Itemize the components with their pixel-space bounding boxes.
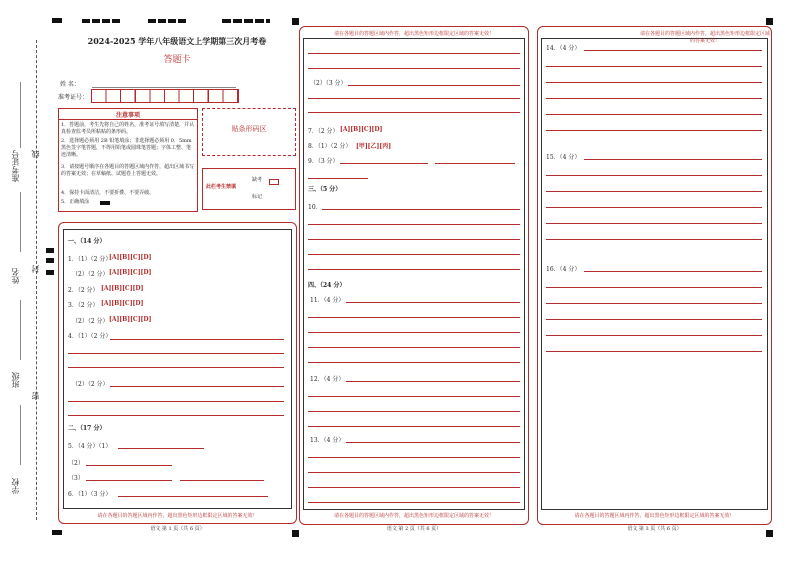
q5-1-label: 5．（4 分）（1）: [68, 443, 112, 450]
q15-line-5[interactable]: [546, 223, 762, 224]
q15-label: 15．（4 分）: [546, 154, 581, 161]
q6-line[interactable]: [118, 496, 268, 497]
q16-line-6[interactable]: [546, 351, 762, 352]
q13-line-4[interactable]: [308, 487, 520, 488]
col3-bottom-warning: 请在各题目的答题区域内作答，超出黑色矩形边框限定区域的答案无效！: [574, 513, 735, 519]
id-label: 准考证号：: [58, 94, 89, 101]
absent-note-2: 标记: [252, 194, 263, 200]
binding-dashed-line: [36, 40, 37, 520]
side-school-label: 学校: [11, 478, 20, 494]
q10-label: 10．: [308, 204, 322, 211]
q11-line-3[interactable]: [308, 332, 520, 333]
notice-item-2: 2．选择题必须用 2B 铅笔填涂；非选择题必须用 0．5mm 黑色签字笔答题，不得用铅笔或圆珠笔答题；字体工整、笔迹清晰。: [61, 138, 192, 158]
side-line-label: 线: [31, 150, 40, 158]
q3-options[interactable]: [A][B][C][D]: [101, 300, 144, 307]
q11-line-1[interactable]: [346, 302, 520, 303]
q12-line-2[interactable]: [308, 396, 520, 397]
q9-line-c[interactable]: [308, 178, 368, 179]
q7-options[interactable]: [A][B][C][D]: [340, 126, 383, 133]
side-rule-3: [20, 300, 21, 360]
c2-line-1[interactable]: [308, 53, 520, 54]
section-2-title: 二、（17 分）: [68, 425, 106, 432]
footer-page-1: 语文 第 1 页（共 6 页）: [150, 526, 205, 532]
top-mark-4: [222, 19, 270, 23]
c2-line-5[interactable]: [308, 112, 520, 113]
q16-line-1[interactable]: [584, 271, 762, 272]
side-id-label: 准考证号: [11, 150, 20, 182]
section-1-title: 一、（14 分）: [68, 238, 106, 245]
q4-line-4[interactable]: [110, 386, 284, 387]
q1-1-options[interactable]: [A][B][C][D]: [109, 254, 152, 261]
col2-bottom-warning: 请在各题目的答题区域内作答，超出黑色矩形边框限定区域的答案无效！: [333, 513, 494, 519]
footer-page-2: 语文 第 2 页（共 6 页）: [386, 526, 442, 532]
q14-line-1[interactable]: [584, 50, 762, 51]
q4-line-1[interactable]: [110, 339, 284, 340]
q16-line-5[interactable]: [546, 335, 762, 336]
q8-label: 8．（1）（2 分）: [308, 143, 352, 150]
q15-line-4[interactable]: [546, 207, 762, 208]
q15-line-1[interactable]: [584, 159, 762, 160]
q14-line-3[interactable]: [546, 82, 762, 83]
q14-line-5[interactable]: [546, 114, 762, 115]
side-seal-label: 封: [31, 265, 40, 273]
id-boxes[interactable]: [91, 89, 239, 103]
q4-line-5[interactable]: [68, 401, 284, 402]
q10-line-3[interactable]: [308, 239, 520, 240]
q12-line-4[interactable]: [308, 426, 520, 427]
q2-options[interactable]: [A][B][C][D]: [101, 285, 144, 292]
notice-item-5: 5．正确填涂: [61, 199, 90, 205]
side-mark-3: [46, 270, 54, 275]
side-mark-2: [46, 258, 54, 263]
q5-3-line-a[interactable]: [86, 480, 172, 481]
q13-line-5[interactable]: [308, 502, 520, 503]
q16-line-4[interactable]: [546, 319, 762, 320]
q8-options[interactable]: [甲][乙][丙]: [356, 143, 392, 150]
absent-checkbox[interactable]: [269, 179, 279, 185]
side-mark-1: [46, 248, 54, 253]
footer-page-3: 语文 第 3 页（共 6 页）: [627, 526, 682, 532]
answer-sheet-subtitle: 答题卡: [163, 55, 191, 65]
top-mark-3: [148, 19, 186, 23]
top-mark-6: [766, 18, 773, 25]
side-rule-4: [20, 405, 21, 465]
notice-item-1: 1．答题前，考生先将自己的姓名，准考证号填写清楚，并认真检查监考员所粘贴的条形码。: [61, 122, 195, 135]
q9-label: 9．（3 分）: [308, 158, 339, 165]
notice-item-3: 3．请按题号顺序在各题目的答题区域内作答，超出区域书写的答案无效；在草稿纸、试题卷上答题无效。: [61, 164, 195, 177]
q12-label: 12．（4 分）: [310, 376, 345, 383]
q3-label: 3．（2 分）: [68, 302, 99, 309]
q5-3-label: （3）: [68, 475, 84, 482]
side-rule-2: [20, 192, 21, 252]
q1-1-label: 1．（1）（2 分）: [68, 256, 112, 263]
q11-label: 11．（4 分）: [310, 297, 345, 304]
side-class-label: 班级: [11, 372, 20, 388]
fill-example: [100, 201, 110, 205]
q10-line-5[interactable]: [308, 269, 520, 270]
q9-line-a[interactable]: [340, 163, 428, 164]
side-secret-label: 密: [31, 392, 40, 400]
q4-2-label: （2）（2 分）: [72, 381, 109, 388]
q9-line-b[interactable]: [435, 163, 515, 164]
q5-1-line[interactable]: [118, 448, 204, 449]
side-name-label: 姓名: [11, 268, 20, 284]
col2-top-warning: 请在各题目的答题区域内作答，超出黑色矩形边框限定区域的答案无效！: [333, 31, 494, 37]
top-mark-2: [82, 19, 120, 23]
q10-line-2[interactable]: [308, 224, 520, 225]
q16-label: 16．（4 分）: [546, 266, 581, 273]
top-mark-1: [52, 18, 62, 23]
c2-line-4[interactable]: [308, 98, 520, 99]
absent-label: 此栏考生禁填: [206, 184, 237, 190]
q5-2-line[interactable]: [86, 465, 172, 466]
q13-label: 13．（4 分）: [310, 437, 345, 444]
exam-title: 2024-2025 学年八年级语文上学期第三次月考卷: [87, 36, 267, 46]
q10-line-1[interactable]: [322, 209, 520, 210]
q3-2-label: （2）（2 分）: [72, 318, 109, 325]
name-label: 姓 名：: [60, 81, 80, 88]
q13-line-3[interactable]: [308, 472, 520, 473]
q14-line-2[interactable]: [546, 66, 762, 67]
q1-2-options[interactable]: [A][B][C][D]: [109, 269, 152, 276]
q7-label: 7．（2 分）: [308, 128, 339, 135]
q15-line-6[interactable]: [546, 239, 762, 240]
absent-note-1: 缺考: [252, 177, 263, 183]
q4-line-3[interactable]: [68, 367, 284, 368]
column-3-inner: [541, 38, 768, 510]
name-field[interactable]: [92, 87, 236, 88]
col3-top-warning: 请在各题目的答题区域内作答，超出黑色矩形边框限定区域的答案无效！: [640, 31, 771, 44]
q2-3-label: （2）（3 分）: [310, 80, 347, 87]
q13-line-1[interactable]: [346, 442, 520, 443]
q10-line-4[interactable]: [308, 254, 520, 255]
q6-label: 6．（1）（3 分）: [68, 491, 112, 498]
col1-warning: 请在各题目的答题区域内作答，超出黑色矩形边框限定区域的答案无效！: [97, 513, 258, 519]
q15-line-2[interactable]: [546, 175, 762, 176]
c2-line-2[interactable]: [308, 68, 520, 69]
q14-line-6[interactable]: [546, 130, 762, 131]
side-rule-1: [20, 82, 21, 148]
q11-line-4[interactable]: [308, 347, 520, 348]
notice-item-4: 4．保持卡面清洁，不要折叠、不要弄破。: [61, 190, 155, 196]
q4-1-label: 4．（1）（2 分）: [68, 333, 112, 340]
q12-line-3[interactable]: [308, 411, 520, 412]
notice-title: 注意事项: [115, 112, 140, 119]
q4-line-2[interactable]: [68, 353, 284, 354]
q4-line-6[interactable]: [68, 415, 284, 416]
c2-line-3[interactable]: [348, 85, 520, 86]
q5-3-line-b[interactable]: [180, 480, 264, 481]
q1-2-label: （2）（2 分）: [72, 271, 109, 278]
q16-line-3[interactable]: [546, 303, 762, 304]
section-3-title: 三、（5 分）: [308, 186, 342, 193]
q2-label: 2．（2 分）: [68, 287, 99, 294]
q12-line-1[interactable]: [346, 381, 520, 382]
q14-line-4[interactable]: [546, 98, 762, 99]
q16-line-2[interactable]: [546, 287, 762, 288]
top-mark-5: [292, 18, 299, 25]
q11-line-2[interactable]: [308, 317, 520, 318]
q13-line-2[interactable]: [308, 457, 520, 458]
q15-line-3[interactable]: [546, 191, 762, 192]
q5-2-label: （2）: [68, 460, 84, 467]
q14-label: 14．（4 分）: [546, 45, 581, 52]
q3-2-options[interactable]: [A][B][C][D]: [109, 316, 152, 323]
section-4-title: 四、（24 分）: [308, 282, 346, 289]
barcode-label: 贴条形码区: [231, 125, 267, 133]
q11-line-5[interactable]: [308, 362, 520, 363]
notice-title-rule: [58, 119, 198, 120]
